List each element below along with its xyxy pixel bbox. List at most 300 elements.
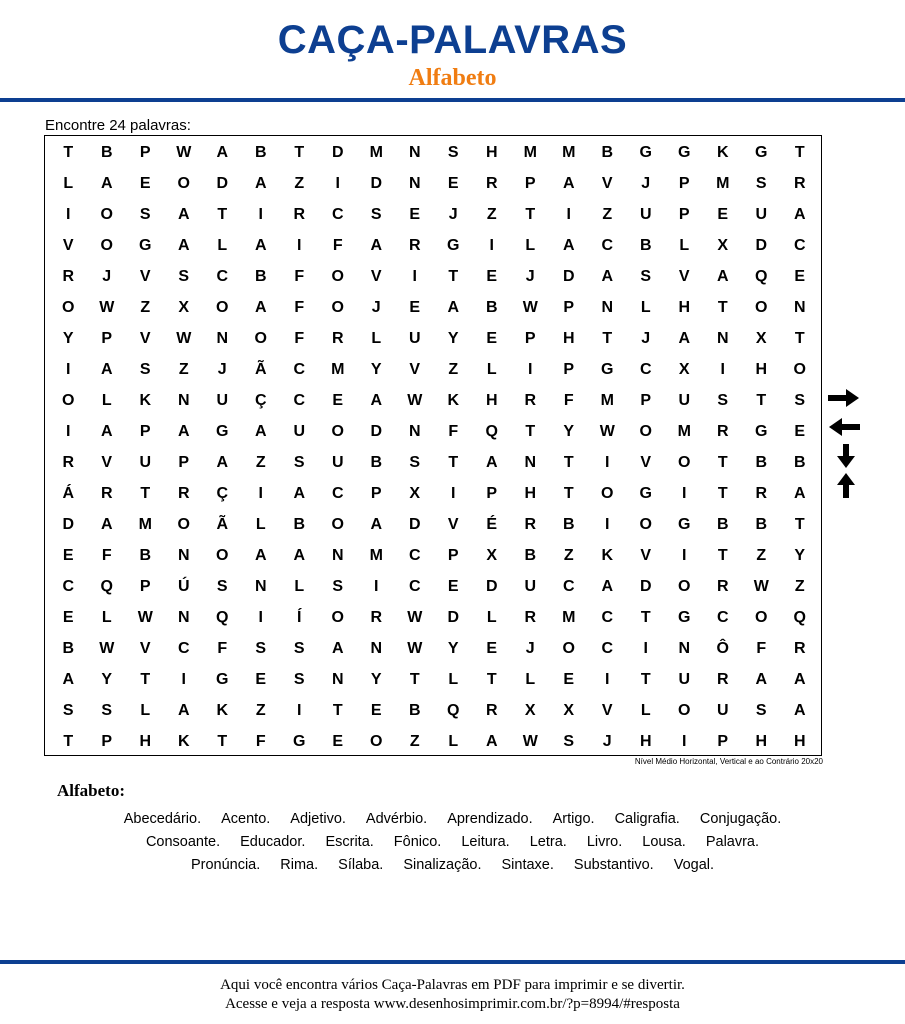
grid-cell: E [255, 671, 267, 688]
grid-cell: V [139, 640, 151, 657]
grid-cell: D [639, 578, 652, 595]
grid-cell: Y [447, 330, 459, 347]
grid-cell: A [370, 392, 383, 409]
grid-cell: V [447, 516, 459, 533]
grid-cell: R [716, 423, 729, 440]
grid-cell: A [293, 485, 306, 502]
grid-cell: W [599, 423, 615, 440]
grid-cell: É [486, 516, 498, 533]
grid-cell: S [255, 640, 267, 657]
grid-cell: H [562, 330, 575, 347]
grid-cell: C [177, 640, 190, 657]
grid-cell: A [562, 237, 575, 254]
grid-cell: B [254, 268, 267, 285]
grid-cell: T [486, 671, 497, 688]
grid-row [49, 540, 819, 571]
grid-cell: Z [255, 702, 266, 719]
grid-cell: I [335, 175, 340, 192]
grid-cell: U [639, 206, 652, 223]
grid-cell: G [639, 485, 652, 502]
grid-cell: T [794, 330, 805, 347]
word-list-line-2 [0, 833, 905, 851]
grid-cell: I [566, 206, 571, 223]
grid-cell: I [682, 733, 687, 750]
grid-cell: X [178, 299, 190, 316]
grid-cell: W [176, 144, 192, 161]
word-item: Conjugação. [699, 811, 782, 827]
instruction-text: Encontre 24 palavras: [45, 117, 191, 134]
grid-cell: S [139, 361, 151, 378]
grid-cell: L [448, 733, 459, 750]
grid-cell: N [408, 144, 421, 161]
grid-row [49, 509, 819, 540]
grid-cell: N [177, 547, 190, 564]
grid-cell: X [717, 237, 729, 254]
grid-cell: K [177, 733, 190, 750]
grid-cell: R [793, 175, 806, 192]
word-item: Sinalização. [403, 857, 482, 873]
grid-cell: G [447, 237, 460, 254]
grid-cell: B [293, 516, 306, 533]
grid-cell: Q [100, 578, 113, 595]
grid-cell: T [525, 423, 536, 440]
grid-cell: A [62, 671, 75, 688]
grid-cell: W [137, 609, 153, 626]
grid-cell: K [601, 547, 614, 564]
grid-cell: I [528, 361, 533, 378]
word-item: Livro. [586, 834, 623, 850]
grid-cell: W [407, 640, 423, 657]
grid-cell: P [486, 485, 498, 502]
grid-cell: L [525, 237, 536, 254]
grid-cell: M [369, 144, 383, 161]
grid-cell: Ç [254, 392, 267, 409]
grid-row [49, 261, 819, 292]
grid-cell: D [62, 516, 75, 533]
grid-cell: E [717, 206, 729, 223]
grid-cell: Ã [254, 361, 267, 378]
grid-cell: T [717, 454, 728, 471]
grid-cell: P [524, 330, 536, 347]
grid-cell: A [254, 299, 267, 316]
grid-cell: B [639, 237, 652, 254]
word-item: Artigo. [552, 811, 595, 827]
grid-cell: P [178, 454, 190, 471]
grid-cell: U [408, 330, 421, 347]
grid-cell: B [562, 516, 575, 533]
word-list-title: Alfabeto: [57, 781, 125, 800]
grid-cell: H [524, 485, 537, 502]
direction-arrows [826, 386, 862, 501]
grid-cell: P [563, 299, 575, 316]
grid-cell: O [793, 361, 806, 378]
grid-cell: V [139, 268, 151, 285]
grid-cell: L [101, 609, 112, 626]
grid-cell: N [370, 640, 383, 657]
page-subtitle: Alfabeto [408, 65, 497, 91]
grid-cell: T [717, 485, 728, 502]
grid-cell: X [755, 330, 767, 347]
word-item: Letra. [529, 834, 567, 850]
grid-cell: R [62, 268, 75, 285]
grid-cell: A [562, 175, 575, 192]
grid-cell: X [409, 485, 421, 502]
grid-cell: C [331, 485, 344, 502]
grid-cell: I [297, 237, 302, 254]
grid-cell: I [66, 361, 71, 378]
grid-cell: J [525, 640, 535, 657]
grid-cell: N [678, 640, 691, 657]
grid-cell: J [525, 268, 535, 285]
grid-cell: H [678, 299, 691, 316]
grid-cell: V [62, 237, 74, 254]
grid-cell: L [448, 671, 459, 688]
grid-cell: R [408, 237, 421, 254]
grid-cell: O [177, 516, 190, 533]
grid-cell: D [216, 175, 229, 192]
grid-cell: A [100, 516, 113, 533]
grid-cell: A [293, 547, 306, 564]
grid-cell: I [682, 547, 687, 564]
grid-cell: B [370, 454, 383, 471]
word-item: Palavra. [705, 834, 760, 850]
grid-cell: I [451, 485, 456, 502]
grid-cell: N [177, 609, 190, 626]
grid-cell: B [716, 516, 729, 533]
grid-cell: N [524, 454, 537, 471]
grid-cell: T [602, 330, 613, 347]
grid-cell: C [601, 609, 614, 626]
grid-cell: S [447, 144, 459, 161]
grid-cell: G [639, 144, 652, 161]
grid-cell: F [101, 547, 112, 564]
grid-cell: A [177, 237, 190, 254]
grid-cell: V [678, 268, 690, 285]
grid-cell: C [408, 578, 421, 595]
grid-cell: Z [563, 547, 574, 564]
grid-cell: K [447, 392, 460, 409]
grid-cell: A [485, 454, 498, 471]
grid-cell: S [640, 268, 652, 285]
grid-cell: F [255, 733, 266, 750]
grid-cell: Ú [177, 578, 190, 595]
grid-cell: R [524, 516, 537, 533]
grid-cell: S [755, 175, 767, 192]
grid-cell: R [485, 175, 498, 192]
grid-cell: P [447, 547, 459, 564]
grid-cell: I [605, 516, 610, 533]
grid-cell: U [755, 206, 768, 223]
grid-cell: S [62, 702, 74, 719]
grid-cell: N [716, 330, 729, 347]
grid-cell: Y [370, 671, 382, 688]
grid-cell: Y [563, 423, 575, 440]
grid-cell: W [522, 733, 538, 750]
grid-cell: T [640, 609, 651, 626]
grid-cell: I [605, 454, 610, 471]
grid-cell: S [332, 578, 344, 595]
grid-cell: G [678, 609, 691, 626]
grid-cell: S [409, 454, 421, 471]
grid-row [49, 571, 819, 602]
grid-cell: W [176, 330, 192, 347]
grid-row [49, 633, 819, 664]
grid-cell: C [293, 361, 306, 378]
arrow-up-icon [837, 473, 855, 498]
grid-cell: E [447, 175, 459, 192]
grid-row [49, 726, 819, 757]
grid-cell: T [448, 268, 459, 285]
grid-cell: O [639, 516, 652, 533]
grid-row [49, 323, 819, 354]
grid-cell: G [139, 237, 152, 254]
grid-cell: P [139, 578, 151, 595]
grid-cell: A [254, 175, 267, 192]
grid-cell: Y [447, 640, 459, 657]
grid-cell: O [216, 299, 229, 316]
grid-cell: F [294, 299, 305, 316]
grid-cell: R [755, 485, 768, 502]
grid-cell: L [371, 330, 382, 347]
grid-cell: T [409, 671, 420, 688]
grid-cell: P [640, 392, 652, 409]
grid-row [49, 230, 819, 261]
grid-cell: N [408, 175, 421, 192]
grid-cell: Y [794, 547, 806, 564]
grid-cell: O [331, 299, 344, 316]
grid-cell: Z [294, 175, 305, 192]
grid-cell: E [563, 671, 575, 688]
grid-cell: I [181, 671, 186, 688]
grid-cell: I [258, 609, 263, 626]
grid-cell: A [370, 516, 383, 533]
grid-cell: V [601, 175, 613, 192]
grid-cell: K [139, 392, 152, 409]
grid-cell: W [407, 392, 423, 409]
grid-cell: A [755, 671, 768, 688]
grid-cell: R [331, 330, 344, 347]
grid-cell: W [407, 609, 423, 626]
grid-cell: L [255, 516, 266, 533]
word-item: Educador. [240, 834, 306, 850]
grid-cell: N [331, 671, 344, 688]
grid-cell: D [331, 144, 344, 161]
word-item: Escrita. [325, 834, 374, 850]
grid-row [49, 478, 819, 509]
grid-cell: D [370, 175, 383, 192]
grid-cell: C [639, 361, 652, 378]
grid-cell: C [408, 547, 421, 564]
grid-cell: C [62, 578, 75, 595]
grid-cell: O [216, 547, 229, 564]
grid-cell: U [293, 423, 306, 440]
grid-cell: D [447, 609, 460, 626]
grid-cell: D [562, 268, 575, 285]
grid-cell: L [640, 702, 651, 719]
grid-cell: I [258, 206, 263, 223]
grid-cell: P [678, 175, 690, 192]
grid-cell: E [62, 609, 74, 626]
grid-cell: B [408, 702, 421, 719]
grid-cell: C [331, 206, 344, 223]
grid-cell: P [563, 361, 575, 378]
grid-cell: E [332, 733, 344, 750]
grid-cell: Z [409, 733, 420, 750]
grid-cell: T [63, 733, 74, 750]
grid-cell: G [293, 733, 306, 750]
grid-row [49, 199, 819, 230]
word-item: Sílaba. [338, 857, 384, 873]
grid-cell: I [682, 485, 687, 502]
grid-cell: S [178, 268, 190, 285]
grid-cell: R [524, 609, 537, 626]
grid-cell: N [793, 299, 806, 316]
grid-cell: T [332, 702, 343, 719]
grid-cell: O [62, 392, 75, 409]
bottom-divider [0, 960, 905, 964]
grid-cell: A [485, 733, 498, 750]
grid-row [49, 416, 819, 447]
grid-cell: T [794, 144, 805, 161]
word-item: Aprendizado. [447, 811, 533, 827]
grid-cell: O [100, 237, 113, 254]
grid-cell: A [177, 702, 190, 719]
grid-cell: S [293, 640, 305, 657]
grid-cell: E [794, 423, 806, 440]
grid-cell: P [717, 733, 729, 750]
grid-row [49, 695, 819, 726]
arrow-down-icon [837, 444, 855, 468]
grid-cell: M [369, 547, 383, 564]
grid-cell: L [679, 237, 690, 254]
grid-cell: I [489, 237, 494, 254]
grid-cell: M [331, 361, 345, 378]
word-item: Fônico. [393, 834, 442, 850]
grid-cell: T [717, 547, 728, 564]
grid-cell: N [177, 392, 190, 409]
grid-cell: A [177, 206, 190, 223]
grid-cell: T [794, 516, 805, 533]
grid-cell: E [409, 299, 421, 316]
grid-cell: I [66, 423, 71, 440]
grid-cell: B [524, 547, 537, 564]
grid-cell: B [793, 454, 806, 471]
grid-cell: G [678, 144, 691, 161]
grid-cell: P [370, 485, 382, 502]
grid-cell: T [217, 206, 228, 223]
grid-cell: O [331, 268, 344, 285]
grid-cell: Z [602, 206, 613, 223]
word-list-line-1 [0, 810, 905, 828]
word-item: Consoante. [145, 834, 221, 850]
grid-cell: P [139, 423, 151, 440]
grid-cell: T [563, 485, 574, 502]
grid-cell: X [524, 702, 536, 719]
grid-cell: X [678, 361, 690, 378]
grid-cell: A [678, 330, 691, 347]
word-item: Leitura. [461, 834, 510, 850]
grid-cell: W [99, 299, 115, 316]
grid-cell: Á [62, 485, 75, 502]
grid-cell: A [793, 702, 806, 719]
grid-cell: O [678, 578, 691, 595]
grid-cell: C [216, 268, 229, 285]
grid-cell: Q [755, 268, 768, 285]
footer-line-2: Acesse e veja a resposta www.desenhosimprimir.com.br/?p=8994/#resposta [225, 996, 680, 1012]
word-item: Acento. [221, 811, 271, 827]
grid-cell: V [139, 330, 151, 347]
grid-cell: H [793, 733, 806, 750]
grid-cell: S [563, 733, 575, 750]
grid-cell: U [331, 454, 344, 471]
grid-cell: R [370, 609, 383, 626]
grid-row [49, 602, 819, 633]
word-item: Adjetivo. [290, 811, 346, 827]
grid-cell: H [485, 144, 498, 161]
grid-cell: J [217, 361, 227, 378]
grid-cell: L [63, 175, 74, 192]
grid-cell: N [216, 330, 229, 347]
grid-row [49, 354, 819, 385]
grid-cell: T [294, 144, 305, 161]
grid-cell: U [678, 392, 691, 409]
grid-row [49, 292, 819, 323]
grid-cell: F [294, 268, 305, 285]
grid-cell: L [294, 578, 305, 595]
grid-cell: T [448, 454, 459, 471]
grid-cell: C [562, 578, 575, 595]
grid-cell: H [755, 733, 768, 750]
grid-cell: S [717, 392, 729, 409]
grid-cell: R [293, 206, 306, 223]
grid-cell: Z [255, 454, 266, 471]
grid-cell: J [102, 268, 112, 285]
word-item: Substantivo. [573, 857, 654, 873]
word-list-line-3 [0, 856, 905, 874]
grid-cell: K [716, 144, 729, 161]
grid-cell: V [601, 702, 613, 719]
grid-cell: C [793, 237, 806, 254]
grid-cell: J [641, 175, 651, 192]
grid-cell: V [101, 454, 113, 471]
grid-cell: E [486, 268, 498, 285]
grid-cell: A [716, 268, 729, 285]
grid-cell: E [794, 268, 806, 285]
grid-cell: C [601, 640, 614, 657]
grid-cell: I [412, 268, 417, 285]
grid-cell: M [562, 609, 576, 626]
grid-cell: I [605, 671, 610, 688]
grid-cell: T [563, 454, 574, 471]
grid-cell: G [601, 361, 614, 378]
grid-cell: A [793, 671, 806, 688]
grid-cell: S [101, 702, 113, 719]
grid-cell: O [254, 330, 267, 347]
grid-cell: V [370, 268, 382, 285]
grid-cell: Ô [716, 640, 729, 657]
grid-cell: H [755, 361, 768, 378]
grid-cell: A [601, 578, 614, 595]
grid-cell: Z [486, 206, 497, 223]
grid-cell: L [101, 392, 112, 409]
grid-cell: O [331, 609, 344, 626]
word-item: Advérbio. [365, 811, 428, 827]
grid-cell: E [370, 702, 382, 719]
grid-cell: H [485, 392, 498, 409]
grid-cell: G [216, 671, 229, 688]
grid-cell: P [139, 144, 151, 161]
grid-row [49, 137, 819, 168]
